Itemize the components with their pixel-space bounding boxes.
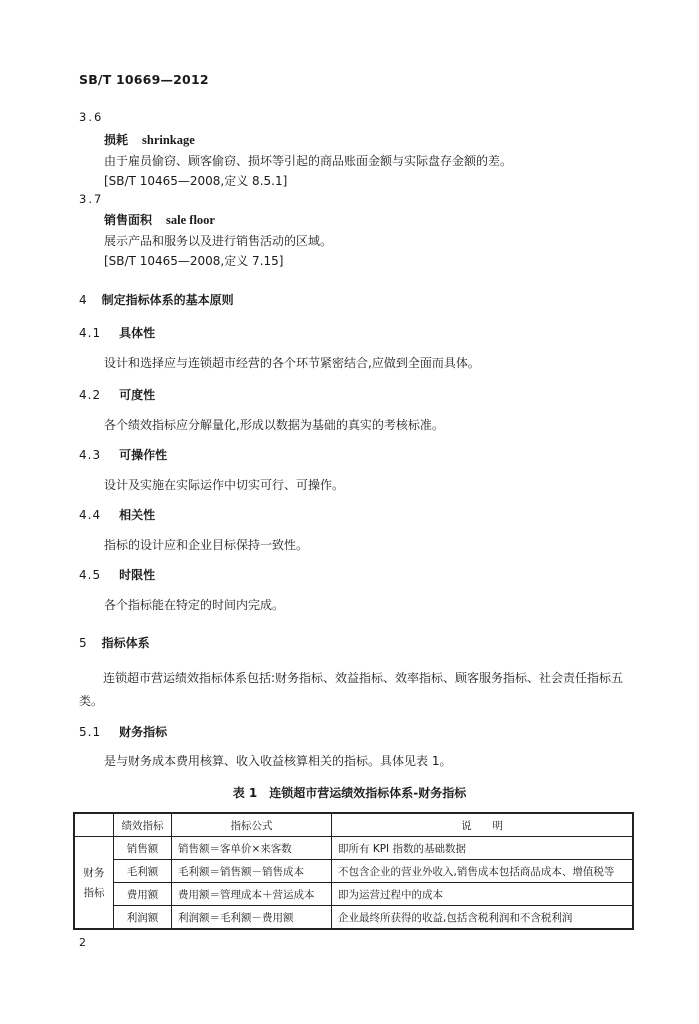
indicator-formula: 利润额＝毛利额－费用额 [172, 906, 332, 930]
indicator-name: 销售额 [114, 837, 172, 860]
document-code: SB/T 10669—2012 [79, 72, 209, 87]
indicator-formula: 销售额＝客单价×来客数 [172, 837, 332, 860]
section-heading-4: 4 制定指标体系的基本原则 [79, 293, 234, 307]
table-header-blank [74, 813, 114, 837]
table-header: 绩效指标 [114, 813, 172, 837]
financial-indicators-table [73, 812, 634, 930]
section-heading-4-2: 4.2 可度性 [79, 388, 156, 402]
page-number: 2 [79, 936, 86, 949]
paragraph-5: 连锁超市营运绩效指标体系包括:财务指标、效益指标、效率指标、顾客服务指标、社会责任指标五类。 [79, 671, 624, 708]
definition-text: 展示产品和服务以及进行销售活动的区域。 [104, 234, 333, 248]
indicator-description: 不包含企业的营业外收入,销售成本包括商品成本、增值税等 [332, 860, 634, 883]
section-heading-5-1: 5.1 财务指标 [79, 725, 168, 739]
table-caption: 表 1 连锁超市营运绩效指标体系-财务指标 [232, 786, 467, 800]
term-zh: 销售面积 [104, 213, 153, 227]
paragraph-4-3: 设计及实施在实际运作中切实可行、可操作。 [104, 478, 345, 492]
table-header: 说 明 [332, 813, 634, 837]
section-heading-5: 5 指标体系 [79, 636, 150, 650]
table-header-row [74, 813, 633, 837]
paragraph-4-5: 各个指标能在特定的时间内完成。 [104, 598, 285, 612]
section-heading-4-4: 4.4 相关性 [79, 508, 156, 522]
paragraph-4-1: 设计和选择应与连锁超市经营的各个环节紧密结合,应做到全面而具体。 [104, 356, 480, 370]
term-zh: 损耗 [104, 133, 129, 147]
indicator-formula: 毛利额＝销售额－销售成本 [172, 860, 332, 883]
term-en: sale floor [166, 213, 215, 227]
definition-reference: [SB/T 10465—2008,定义 8.5.1] [104, 174, 288, 188]
table-row [74, 906, 633, 930]
indicator-description: 即为运营过程中的成本 [332, 883, 634, 906]
indicator-description: 即所有 KPI 指数的基础数据 [332, 837, 634, 860]
term-shrinkage [104, 131, 195, 148]
paragraph-5-1: 是与财务成本费用核算、收入收益核算相关的指标。具体见表 1。 [104, 754, 452, 768]
section-number-3-6: 3.6 [79, 110, 104, 124]
section-heading-4-3: 4.3 可操作性 [79, 448, 168, 462]
paragraph-4-2: 各个绩效指标应分解量化,形成以数据为基础的真实的考核标准。 [104, 418, 444, 432]
paragraph-4-4: 指标的设计应和企业目标保持一致性。 [104, 538, 309, 552]
section-number-3-7: 3.7 [79, 192, 104, 206]
indicator-name: 利润额 [114, 906, 172, 930]
indicator-name: 毛利额 [114, 860, 172, 883]
category-cell: 财务 指标 [74, 837, 114, 930]
table-row [74, 837, 633, 860]
term-en: shrinkage [142, 133, 195, 147]
table-row [74, 860, 633, 883]
table-header: 指标公式 [172, 813, 332, 837]
section-heading-4-1: 4.1 具体性 [79, 326, 156, 340]
section-heading-4-5: 4.5 时限性 [79, 568, 156, 582]
indicator-description: 企业最终所获得的收益,包括含税利润和不含税利润 [332, 906, 634, 930]
indicator-formula: 费用额＝管理成本＋营运成本 [172, 883, 332, 906]
definition-text: 由于雇员偷窃、顾客偷窃、损坏等引起的商品账面金额与实际盘存金额的差。 [104, 154, 513, 168]
table-row [74, 883, 633, 906]
definition-reference: [SB/T 10465—2008,定义 7.15] [104, 254, 284, 268]
indicator-name: 费用额 [114, 883, 172, 906]
term-sale-floor [104, 211, 215, 228]
